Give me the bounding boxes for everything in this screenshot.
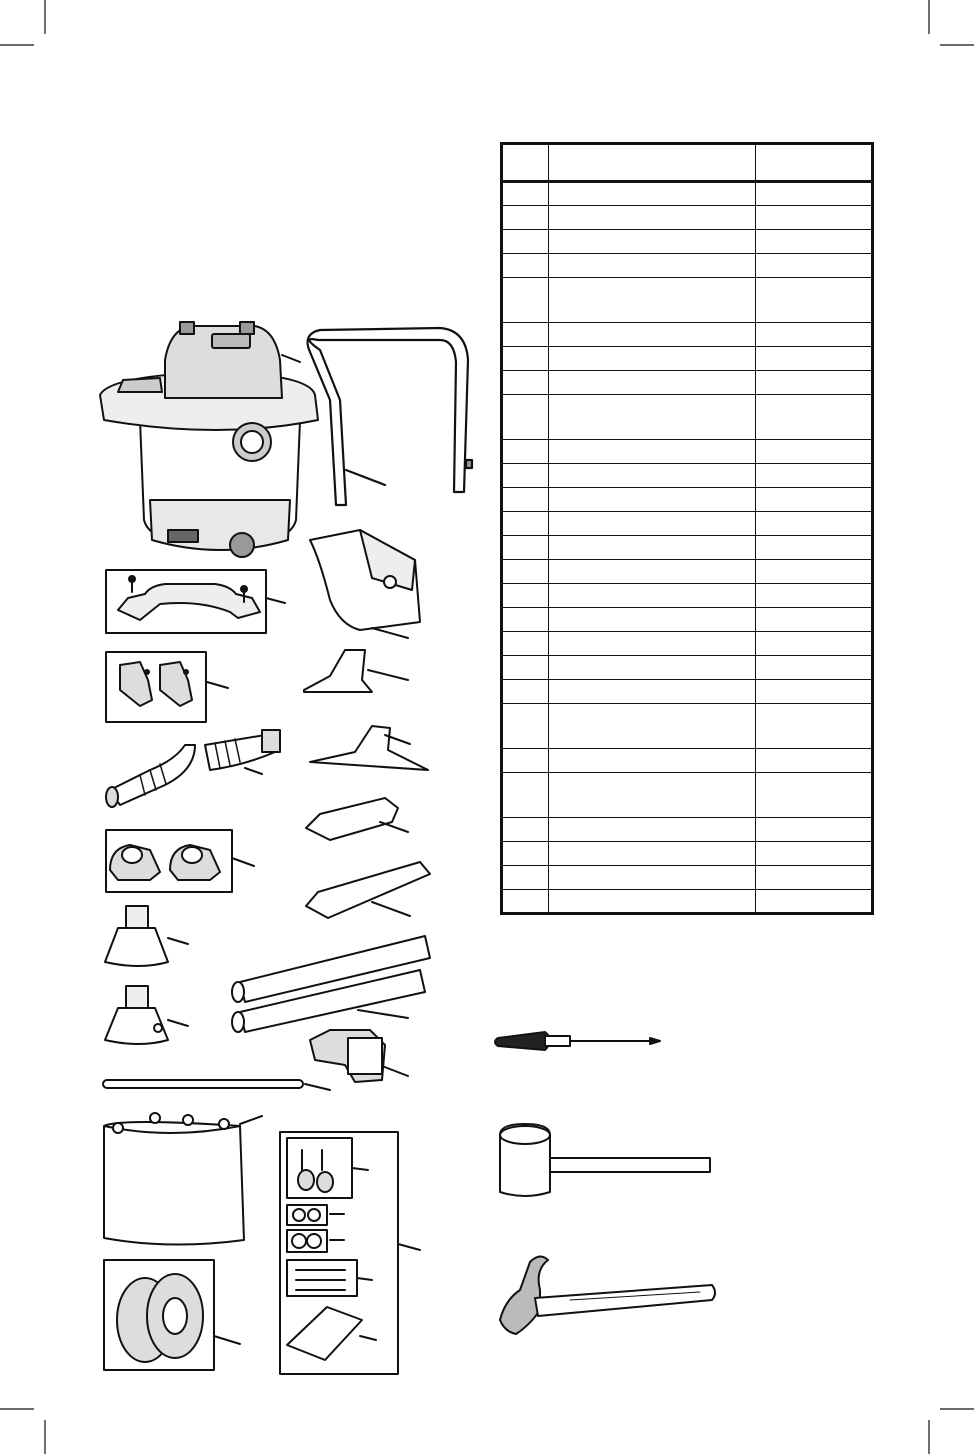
floor-nozzle-icon [304, 650, 408, 692]
carry-handle-icon [106, 570, 285, 633]
wheels-icon [104, 1260, 240, 1370]
hose-adapter-icon [105, 906, 188, 966]
screwdriver-icon [495, 1032, 660, 1050]
hose-icon [106, 730, 280, 807]
squeegee-nozzle-icon [310, 726, 428, 770]
hardware-kit-icon [280, 1132, 420, 1374]
utility-nozzle-icon [306, 798, 408, 840]
handle-frame-icon [308, 328, 472, 505]
vacuum-powerhead-icon [100, 322, 318, 557]
accessory-bag-icon [104, 1113, 262, 1245]
crevice-tool-icon [306, 862, 430, 918]
claw-hammer-icon [500, 1256, 715, 1334]
blower-adapter-icon [310, 1030, 408, 1082]
tool-caddy-icon [310, 530, 420, 638]
dowel-icon [103, 1080, 330, 1090]
mallet-icon [500, 1124, 710, 1196]
cord-wrap-icon [106, 652, 228, 722]
drum-adapter-icon [105, 986, 188, 1044]
extension-wands-icon [232, 936, 430, 1032]
foot-caster-icon [106, 830, 254, 892]
